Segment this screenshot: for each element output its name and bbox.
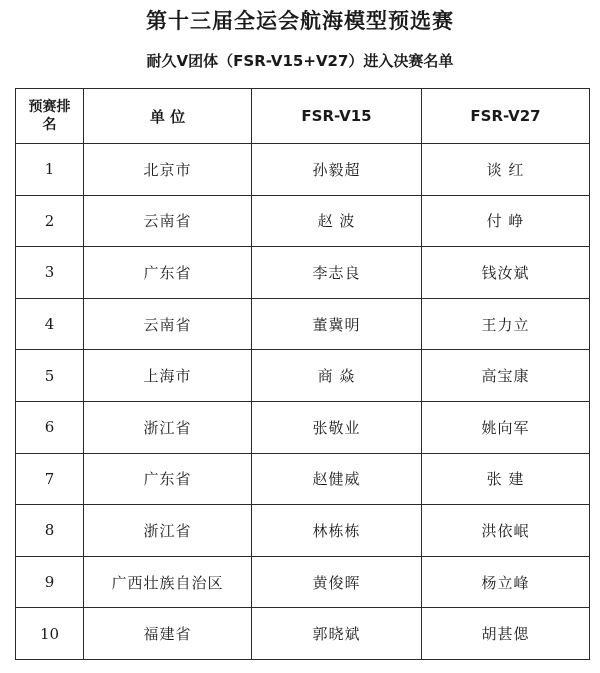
table-row <box>16 556 590 608</box>
table-row <box>16 608 590 660</box>
header-rank-line2: 名 <box>42 117 57 133</box>
header-rank-line1: 预赛排 <box>28 99 71 115</box>
cell-v15-athlete: 商 焱 <box>252 350 422 402</box>
cell-v15-athlete: 郭晓斌 <box>252 608 422 660</box>
cell-unit: 云南省 <box>84 195 252 247</box>
cell-v27-athlete: 王力立 <box>422 298 590 350</box>
cell-v15-athlete: 赵健威 <box>252 453 422 505</box>
cell-v15-athlete: 孙毅超 <box>252 144 422 196</box>
table-row <box>16 350 590 402</box>
cell-v27-athlete: 张 建 <box>422 453 590 505</box>
cell-unit: 云南省 <box>84 298 252 350</box>
cell-rank: 10 <box>16 608 84 660</box>
cell-rank: 1 <box>16 144 84 196</box>
cell-rank: 9 <box>16 556 84 608</box>
table-row <box>16 453 590 505</box>
cell-unit: 北京市 <box>84 144 252 196</box>
cell-unit: 浙江省 <box>84 505 252 557</box>
cell-unit: 广东省 <box>84 247 252 299</box>
cell-v27-athlete: 付 峥 <box>422 195 590 247</box>
cell-v27-athlete: 胡甚偲 <box>422 608 590 660</box>
cell-rank: 4 <box>16 298 84 350</box>
header-fsr-v27: FSR-V27 <box>422 89 590 144</box>
document-subtitle: 耐久V团体（FSR-V15+V27）进入决赛名单 <box>146 52 454 70</box>
cell-v15-athlete: 林栋栋 <box>252 505 422 557</box>
cell-rank: 6 <box>16 401 84 453</box>
cell-unit: 广东省 <box>84 453 252 505</box>
header-unit: 单 位 <box>84 89 252 144</box>
table-row <box>16 401 590 453</box>
cell-rank: 5 <box>16 350 84 402</box>
cell-unit: 广西壮族自治区 <box>84 556 252 608</box>
table-row <box>16 298 590 350</box>
cell-v15-athlete: 赵 波 <box>252 195 422 247</box>
table-row <box>16 195 590 247</box>
cell-v27-athlete: 姚向军 <box>422 401 590 453</box>
cell-rank: 3 <box>16 247 84 299</box>
table-header-row <box>16 89 590 144</box>
table-row <box>16 247 590 299</box>
cell-v27-athlete: 杨立峰 <box>422 556 590 608</box>
header-rank <box>16 89 84 144</box>
cell-rank: 8 <box>16 505 84 557</box>
cell-unit: 福建省 <box>84 608 252 660</box>
table-row <box>16 505 590 557</box>
cell-v27-athlete: 洪依岷 <box>422 505 590 557</box>
cell-v15-athlete: 黄俊晖 <box>252 556 422 608</box>
cell-v27-athlete: 谈 红 <box>422 144 590 196</box>
header-fsr-v15: FSR-V15 <box>252 89 422 144</box>
cell-unit: 浙江省 <box>84 401 252 453</box>
cell-rank: 2 <box>16 195 84 247</box>
cell-unit: 上海市 <box>84 350 252 402</box>
cell-v15-athlete: 李志良 <box>252 247 422 299</box>
cell-v27-athlete: 高宝康 <box>422 350 590 402</box>
table-row <box>16 144 590 196</box>
cell-v15-athlete: 董冀明 <box>252 298 422 350</box>
finalist-table <box>15 88 590 660</box>
cell-rank: 7 <box>16 453 84 505</box>
cell-v15-athlete: 张敬业 <box>252 401 422 453</box>
document-title: 第十三届全运会航海模型预选赛 <box>146 9 454 33</box>
cell-v27-athlete: 钱汝斌 <box>422 247 590 299</box>
